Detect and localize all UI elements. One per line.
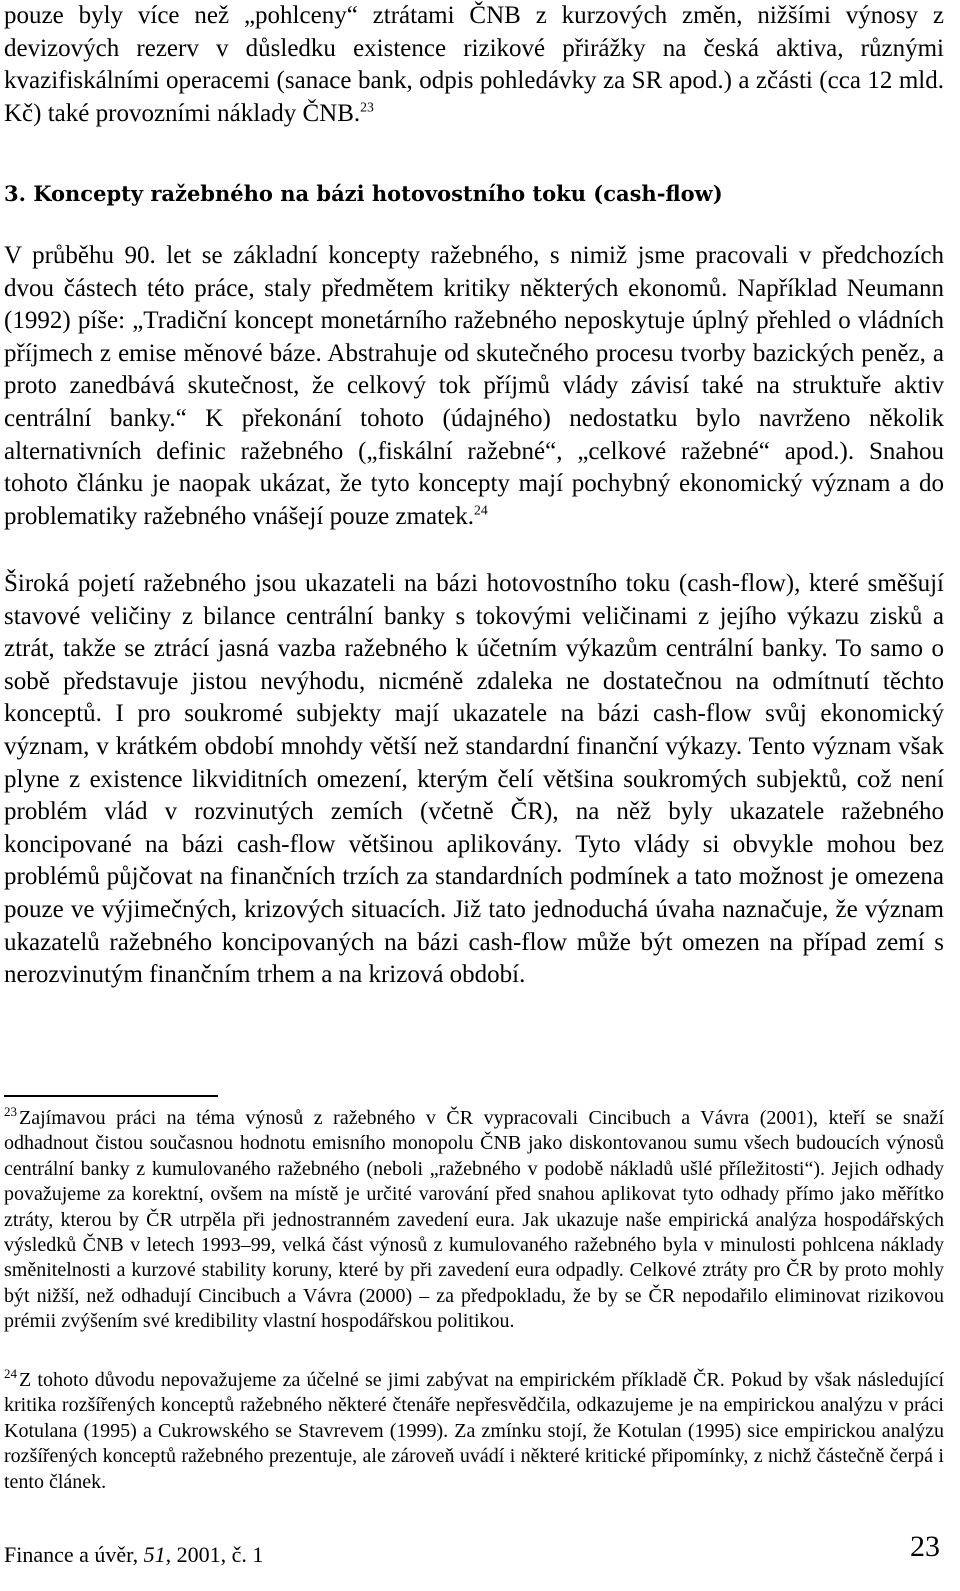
journal-name: Finance a úvěr,: [4, 1542, 144, 1567]
paragraph-continuation: [4, 0, 944, 130]
footnote-text: Zajímavou práci na téma výnosů z ražebného v ČR vypracovali Cincibuch a Vávra (2001), kteří se snaží odhadnout čistou současnou hodnotu emisního monopolu ČNB jako diskontovanou sumu všech budoucích výnosů centrální banky z kumulovaného ražebného (neboli „ražebného v podobě nákladů ušlé příležitosti“). Jejich odhady považujeme za korektní, ovšem na místě je určité varování před snahou aplikovat tyto odhady přímo jako měřítko ztráty, kterou by ČR utrpěla při jednostranném zavedení eura. Jak ukazuje naše empirická analýza hospodářských výsledků ČNB v letech 1993–99, velká část výnosů z kumulovaného ražebného byla v minulosti pohlcena náklady směnitelnosti a kurzové stability koruny, které by při zavedení eura odpadly. Celkové ztráty pro ČR by proto mohly být nižší, než odhadují Cincibuch a Vávra (2000) – za předpokladu, že by se ČR nepodařilo eliminovat rizikovou prémii zvýšením své kredibility vlastní hospodářskou politikou.: [4, 1107, 944, 1333]
paragraph-cash-flow: Široká pojetí ražebného jsou ukazateli na bázi hotovostního toku (cash-flow), které směšují stavové veličiny z bilance centrální banky s tokovými veličinami z jejího výkazu zisků a ztrát, takže se ztrácí jasná vazba ražebného k účetním výkazům centrální banky. To samo o sobě představuje jistou nevýhodu, nicméně zdaleka ne dostatečnou na odmítnutí těchto konceptů. I pro soukromé subjekty mají ukazatele na bázi cash-flow svůj ekonomický význam, v krátkém období mnohdy větší než standardní finanční výkazy. Tento význam však plyne z existence likviditních omezení, kterým čelí většina soukromých subjektů, což není problém vlád v rozvinutých zemích (včetně ČR), na něž byly ukazatele ražebného koncipované na bázi cash-flow většinou aplikovány. Tyto vlády si obvykle mohou bez problémů půjčovat na finančních trzích za standardních podmínek a tato možnost je omezena pouze ve výjimečných, krizových situacích. Již tato jednoduchá úvaha naznačuje, že význam ukazatelů ražebného koncipovaných na bázi cash-flow může být omezen na případ zemí s nerozvinutým finančním trhem a na krizová období.: [4, 570, 944, 989]
footnote-number: 24: [4, 1366, 17, 1382]
journal-issue: , 2001, č. 1: [165, 1542, 264, 1567]
paragraph-text: pouze byly více než „pohlceny“ ztrátami ČNB z kurzových změn, nižšími výnosy z devizových rezerv v důsledku existence rizikové přirážky na česká aktiva, různými kvazifiskálními operacemi (sanace bank, odpis pohledávky za SR apod.) a zčásti (cca 12 mld. Kč) také provozními náklady ČNB.: [4, 2, 944, 127]
footnote-23: [4, 1106, 944, 1335]
journal-volume: 51: [143, 1542, 166, 1567]
footnote-ref-23[interactable]: 23: [360, 99, 374, 115]
section-heading: 3. Koncepty ražebného na bázi hotovostního toku (cash-flow): [4, 181, 723, 206]
footnote-separator: [4, 1095, 218, 1097]
page-number: 23: [910, 1530, 940, 1563]
paragraph-section-intro: [4, 240, 944, 533]
footnote-text: Z tohoto důvodu nepovažujeme za účelné se jimi zabývat na empirickém příkladě ČR. Pokud by však následující kritika rozšířených konceptů ražebného některé čtenáře nepřesvědčila, odkazujeme je na empirickou analýzu v práci Kotulana (1995) a Cukrowského se Stavrevem (1999). Za zmínku stojí, že Kotulan (1995) sice empirickou analýzu rozšířených konceptů ražebného prezentuje, ale zároveň uvádí i některé kritické připomínky, z nichž částečně čerpá i tento článek.: [4, 1369, 944, 1493]
footnote-24: [4, 1368, 944, 1495]
paragraph-text: V průběhu 90. let se základní koncepty ražebného, s nimiž jsme pracovali v předchozích dvou částech této práce, staly předmětem kritiky některých ekonomů. Například Neumann (1992) píše: „Tradiční koncept monetárního ražebného neposkytuje úplný přehled o vládních příjmech z emise měnové báze. Abstrahuje od skutečného procesu tvorby bazických peněz, a proto zanedbává skutečnost, že celkový tok příjmů vlády závisí také na struktuře aktiv centrální banky.“ K překonání tohoto (údajného) nedostatku bylo navrženo několik alternativních definic ražebného („fiskální ražebné“, „celkové ražebné“ apod.). Snahou tohoto článku je naopak ukázat, že tyto koncepty mají pochybný ekonomický význam a do problematiky ražebného vnášejí pouze zmatek.: [4, 242, 944, 530]
footnote-ref-24[interactable]: 24: [473, 502, 488, 518]
running-footer: [4, 1542, 263, 1568]
footnote-number: 23: [4, 1104, 17, 1120]
